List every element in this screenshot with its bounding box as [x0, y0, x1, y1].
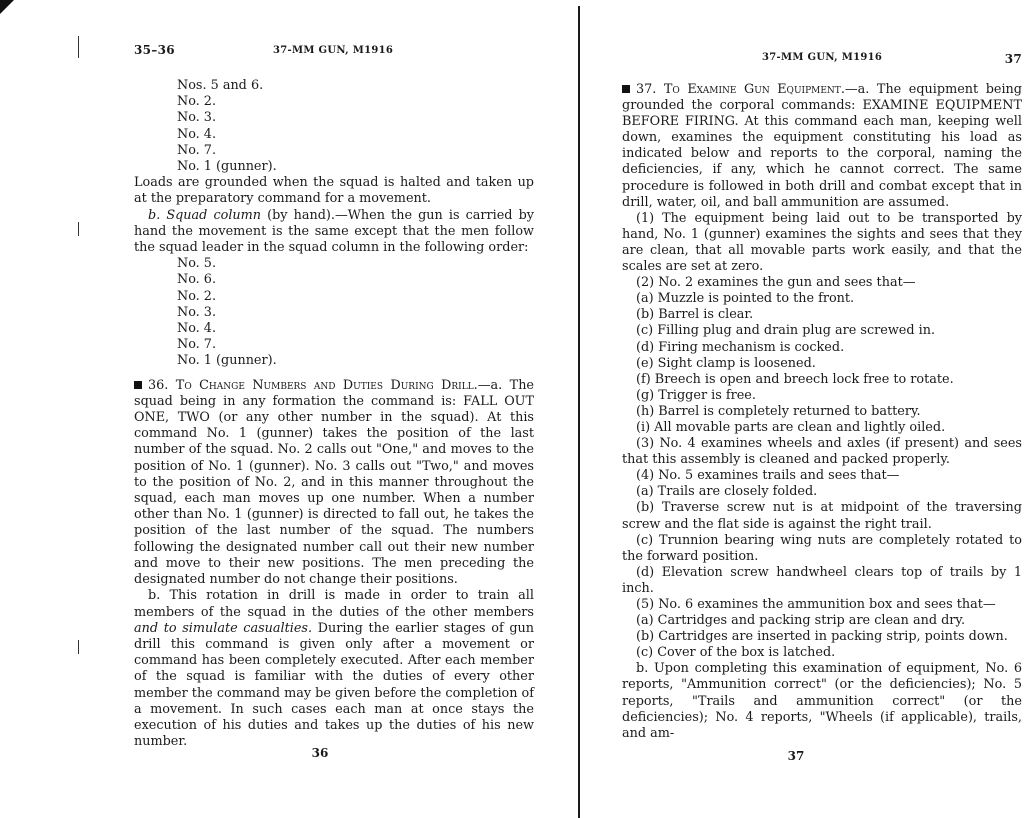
- section-36-text: .—a. The squad being in any formation the command is: FALL OUT ONE, TWO (or any other number in the squad). At this command No. 1 (gunner) takes the position of the last number of the squad. No. 2 calls out "One," and moves to the position of No. 1 (gunner). No. 3 calls out "Two," and moves to the position of No. 2, and in this manner throughout the squad, each man moves up one number. When a number other than No. 1 (gunner) is directed to fall out, he takes the position of the last number of the squad. The numbers following the designated number call out their new number and move to their new positions. The men preceding the designated number do not change their positions.: [134, 377, 535, 588]
- order-list-1: [134, 78, 534, 175]
- left-page-body: [134, 78, 534, 750]
- order-list-item: Nos. 5 and 6.: [177, 78, 264, 93]
- item-2-paragraph: (2) No. 2 examines the gun and sees that—: [636, 275, 916, 291]
- section-36-number: 36.: [148, 377, 169, 393]
- loads-paragraph: Loads are grounded when the squad is halted and taken up at the preparatory command for a movement.: [134, 175, 534, 207]
- rotation-text-start: b. This rotation in drill is made in order to train all members of the squad in the duties of the other members: [134, 588, 534, 620]
- section-37-number: 37.: [636, 82, 657, 97]
- order-list-item: No. 7.: [177, 337, 217, 353]
- right-page-header: [622, 52, 1022, 68]
- order-list-2: [134, 256, 534, 369]
- margin-mark: [78, 640, 79, 654]
- order-list-item: No. 2.: [177, 288, 217, 304]
- section-36-paragraph: [134, 378, 534, 589]
- item-5-sub: (c) Cover of the box is latched.: [636, 645, 836, 661]
- corner-scan-mark: [0, 0, 14, 14]
- book-gutter: [578, 6, 580, 818]
- order-list-item: No. 1 (gunner).: [177, 353, 277, 369]
- item-1-paragraph: (1) The equipment being laid out to be transported by hand, No. 1 (gunner) examines the sights and sees that they are clean, that all movable parts work easily, and that the scales are set at zero.: [622, 210, 1022, 275]
- order-list-item: No. 6.: [177, 272, 217, 288]
- item-2-sub: (e) Sight clamp is loosened.: [636, 355, 816, 371]
- section-37-text: .—a. The equipment being grounded the corporal commands: EXAMINE EQUIPMENT BEFORE FIRING. At this command each man, keeping well down, examines the equipment constituting his load as indicated below and reports to the corporal, naming the deficiencies, if any, which he cannot correct. The same procedure is followed in both drill and combat except that in drill, water, oil, and ball ammunition are assumed.: [622, 82, 1022, 210]
- item-3-paragraph: (3) No. 4 examines wheels and axles (if present) and sees that this assembly is cleaned and packed properly.: [622, 436, 1022, 468]
- rotation-text-emphasis: and to simulate casualties.: [134, 620, 313, 636]
- right-header-title: 37-MM GUN, M1916: [762, 52, 883, 63]
- item-2-sub: (g) Trigger is free.: [636, 387, 756, 403]
- right-header-page-number: 37: [1004, 52, 1022, 66]
- squad-column-paragraph: [134, 208, 534, 257]
- order-list-item: No. 1 (gunner).: [177, 159, 277, 175]
- order-list-item: No. 3.: [177, 110, 217, 126]
- order-list-item: No. 3.: [177, 304, 217, 320]
- section-36-title: To Change Numbers and Duties During Drill: [175, 377, 474, 393]
- left-page-header: [134, 45, 534, 61]
- right-page-number: 37: [787, 749, 805, 763]
- right-page-body: [622, 82, 1022, 742]
- item-2-sub: (h) Barrel is completely returned to battery.: [636, 403, 921, 419]
- section-marker-icon: [622, 85, 630, 93]
- item-5-paragraph: (5) No. 6 examines the ammunition box and sees that—: [636, 597, 996, 612]
- item-4-sub: (c) Trunnion bearing wing nuts are completely rotated to the forward position.: [622, 532, 1022, 564]
- item-2-sub: (c) Filling plug and drain plug are screwed in.: [636, 323, 936, 339]
- section-37-paragraph: [622, 82, 1022, 211]
- item-5-sub: (b) Cartridges are inserted in packing strip, points down.: [636, 629, 1008, 645]
- rotation-text-end: During the earlier stages of gun drill this command is given only after a movement or command has been completely executed. After each member of the squad is familiar with the duties of every other member the command may be given before the completion of a movement. In such cases each man at once stays the execution of his duties and takes up the duties of his new number.: [134, 620, 534, 750]
- squad-column-label: b. Squad column: [148, 207, 262, 223]
- item-4-sub: (a) Trails are closely folded.: [636, 484, 818, 500]
- order-list-item: No. 2.: [177, 94, 217, 110]
- squad-column-text: (by hand).—When the gun is carried by hand the movement is the same except that the men follow the squad leader in the squad column in the following order:: [134, 207, 534, 256]
- margin-mark: [78, 222, 79, 236]
- left-header-title: 37-MM GUN, M1916: [273, 45, 394, 56]
- item-2-sub: (b) Barrel is clear.: [636, 307, 754, 323]
- order-list-item: No. 4.: [177, 126, 217, 142]
- item-4-sub: (d) Elevation screw handwheel clears top of trails by 1 inch.: [622, 564, 1022, 596]
- item-4-paragraph: (4) No. 5 examines trails and sees that—: [636, 468, 900, 484]
- item-2-sub: (i) All movable parts are clean and lightly oiled.: [636, 419, 946, 435]
- left-header-page-range: 35–36: [134, 43, 175, 57]
- section-marker-icon: [134, 381, 142, 389]
- order-list-item: No. 7.: [177, 142, 217, 158]
- item-2-sub: (a) Muzzle is pointed to the front.: [636, 291, 855, 307]
- item-2-sub: (f) Breech is open and breech lock free to rotate.: [636, 371, 954, 387]
- report-paragraph: b. Upon completing this examination of equipment, No. 6 reports, "Ammunition correct" (or the deficiencies); No. 5 reports, "Trails and ammunition correct" (or the deficiencies); No. 4 reports, "Wheels (if applicable), trails, and am-: [622, 661, 1022, 741]
- item-4-sub: (b) Traverse screw nut is at midpoint of the traversing screw and the flat side is against the right trail.: [622, 500, 1022, 532]
- order-list-item: No. 4.: [177, 321, 217, 337]
- margin-mark: [78, 36, 79, 58]
- item-2-sub: (d) Firing mechanism is cocked.: [636, 339, 845, 355]
- rotation-paragraph: [134, 588, 534, 750]
- section-37-title: To Examine Gun Equipment: [663, 82, 841, 97]
- left-page-number: 36: [311, 746, 329, 760]
- order-list-item: No. 5.: [177, 256, 217, 272]
- item-5-sub: (a) Cartridges and packing strip are clean and dry.: [636, 613, 966, 629]
